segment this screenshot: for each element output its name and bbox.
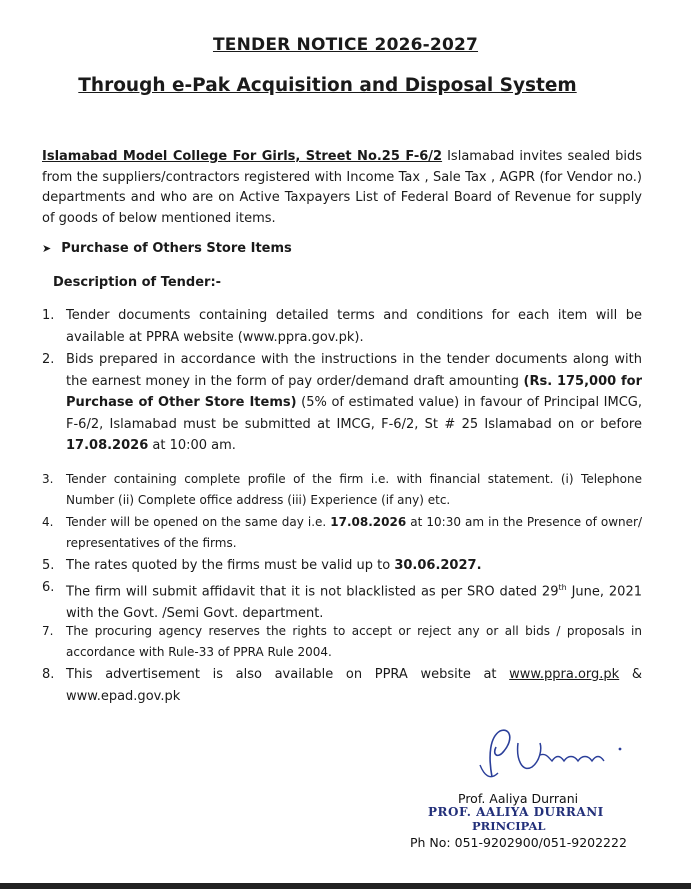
item-number: 7. bbox=[42, 624, 54, 638]
item-number: 2. bbox=[42, 352, 55, 367]
list-item-5 bbox=[42, 555, 642, 577]
item-number: 8. bbox=[42, 667, 55, 682]
item-number: 3. bbox=[42, 472, 54, 486]
item-text bbox=[66, 664, 642, 707]
earnest-money-amount: (Rs. 175,000 for Purchase of Other Store Items) bbox=[66, 373, 642, 410]
item-text bbox=[66, 349, 642, 457]
phone-numbers: Ph No: 051-9202900/051-9202222 bbox=[410, 835, 627, 850]
item-text: Tender documents containing detailed terms and conditions for each item will be available at PPRA website (www.ppra.gov.pk). bbox=[66, 308, 642, 345]
item-number: 1. bbox=[42, 308, 55, 323]
item-text-part: This advertisement is also available on PPRA website at bbox=[66, 667, 510, 682]
notice-subtitle: Through e-Pak Acquisition and Disposal System bbox=[78, 75, 577, 96]
list-item-8 bbox=[42, 664, 642, 707]
item-text: The procuring agency reserves the rights to accept or reject any or all bids / proposals in accordance with Rule-33 of PPRA Rule 2004. bbox=[66, 624, 642, 659]
item-text bbox=[66, 512, 642, 554]
handwritten-signature bbox=[470, 725, 640, 785]
item-text-part: at 10:00 am. bbox=[148, 438, 236, 453]
stamp-title: PRINCIPAL bbox=[472, 819, 546, 833]
submission-date: 17.08.2026 bbox=[66, 438, 149, 453]
item-text-part: at 10:30 am in the Presence of owner/ representatives of the firms. bbox=[66, 515, 642, 550]
item-text bbox=[66, 577, 642, 624]
item-text-part: & www.epad.gov.pk bbox=[66, 667, 642, 704]
item-text-part: The rates quoted by the firms must be valid up to bbox=[66, 558, 395, 573]
list-item-2 bbox=[42, 349, 642, 457]
item-text-part: June, 2021 with the Govt. /Semi Govt. department. bbox=[66, 584, 642, 621]
ordinal-suffix: th bbox=[558, 583, 567, 592]
notice-title: TENDER NOTICE 2026-2027 bbox=[212, 35, 479, 55]
item-text bbox=[66, 555, 642, 577]
list-item-4 bbox=[42, 512, 642, 554]
intro-paragraph bbox=[42, 147, 642, 229]
intro-text: Islamabad invites sealed bids from the suppliers/contractors registered with Income Tax , Sale Tax , AGPR (for Vendor no.) departments and who are on Active Taxpayers List of Federal Board of Revenue for supply of goods of below mentioned items. bbox=[42, 149, 643, 226]
arrow-bullet-icon: ➤ bbox=[42, 242, 52, 255]
list-item-7 bbox=[42, 621, 642, 663]
purchase-bullet-text: Purchase of Others Store Items bbox=[61, 241, 292, 256]
scan-edge bbox=[0, 883, 691, 889]
stamp-name: PROF. AALIYA DURRANI bbox=[428, 805, 604, 819]
ppra-website-link[interactable]: www.ppra.org.pk bbox=[509, 667, 620, 682]
list-item-1 bbox=[42, 305, 642, 348]
item-text-part: Bids prepared in accordance with the instructions in the tender documents along with the earnest money in the form of pay order/demand draft amounting bbox=[66, 352, 642, 389]
signatory-name: Prof. Aaliya Durrani bbox=[458, 791, 579, 806]
description-heading: Description of Tender:- bbox=[53, 275, 222, 290]
list-item-3 bbox=[42, 469, 642, 511]
opening-date: 17.08.2026 bbox=[330, 515, 407, 529]
item-text-part: (5% of estimated value) in favour of Principal IMCG, F-6/2, Islamabad must be submitted at IMCG, F-6/2, St # 25 Islamabad on or before bbox=[66, 395, 642, 432]
item-number: 5. bbox=[42, 558, 55, 573]
list-item-6 bbox=[42, 577, 642, 624]
item-text-part: The firm will submit affidavit that it is not blacklisted as per SRO dated 29 bbox=[66, 584, 559, 600]
validity-date: 30.06.2027. bbox=[394, 558, 482, 573]
signature-block bbox=[400, 725, 680, 865]
purchase-bullet bbox=[42, 241, 292, 256]
item-number: 6. bbox=[42, 580, 55, 595]
college-name: Islamabad Model College For Girls, Street No.25 F-6/2 bbox=[42, 149, 443, 164]
item-number: 4. bbox=[42, 515, 54, 529]
item-text-part: Tender will be opened on the same day i.e. bbox=[66, 515, 331, 529]
item-text: Tender containing complete profile of the firm i.e. with financial statement. (i) Telephone Number (ii) Complete office address (iii) Experience (if any) etc. bbox=[66, 472, 642, 507]
